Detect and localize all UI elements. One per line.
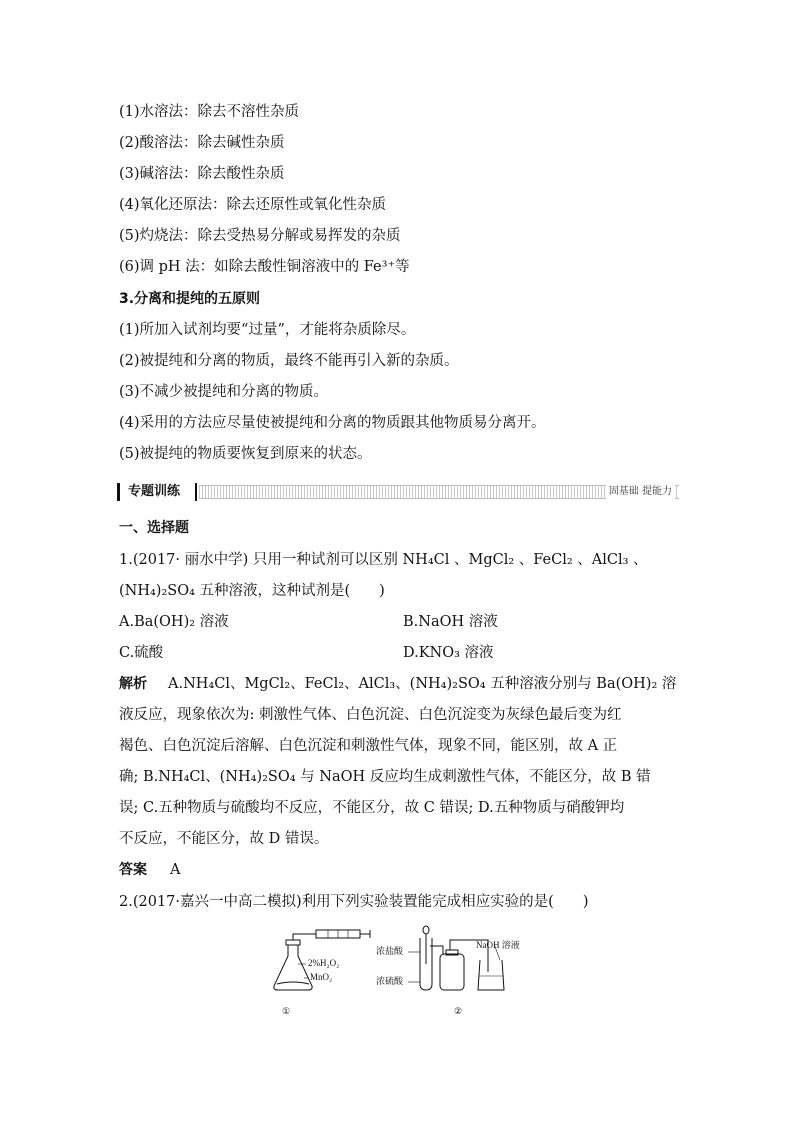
method-4: (4)氧化还原法：除去还原性或氧化性杂质: [119, 197, 387, 213]
analysis-label: 解析: [119, 676, 147, 692]
method-2: (2)酸溶法：除去碱性杂质: [119, 135, 285, 151]
dropper-bulb: [423, 926, 429, 934]
analysis-line-4: 确; B.NH₄Cl、(NH₄)₂SO₄ 与 NaOH 反应均生成刺激性气体，不能区分，故 B 错: [119, 769, 651, 785]
answer-label: 答案: [119, 862, 147, 878]
method-1: (1)水溶法：除去不溶性杂质: [119, 104, 300, 120]
label-num-2: ②: [454, 1006, 463, 1016]
label-mno2: MnO₂: [310, 972, 333, 982]
syringe-plunger: [360, 930, 370, 938]
section-title: 一、选择题: [119, 520, 189, 536]
section-banner: [117, 483, 679, 501]
q1-stem-line-2: (NH₄)₂SO₄ 五种溶液，这种试剂是( ): [119, 583, 385, 599]
beaker: [478, 960, 504, 990]
label-hcl: 浓盐酸: [376, 946, 404, 956]
banner-divider: [195, 483, 197, 501]
analysis-line-3: 褐色、白色沉淀后溶解、白色沉淀和刺激性气体，现象不同，能区别，故 A 正: [119, 738, 618, 754]
analysis-line-5: 误; C.五种物质与硫酸均不反应，不能区分，故 C 错误; D.五种物质与硝酸钾均: [119, 800, 625, 816]
label-naoh: NaOH 溶液: [476, 940, 520, 950]
apparatus-diagram: [268, 924, 538, 1020]
principle-5: (5)被提纯的物质要恢复到原来的状态。: [119, 446, 372, 462]
q2-stem: 2.(2017·嘉兴一中高二模拟)利用下列实验装置能完成相应实验的是( ): [119, 894, 589, 910]
method-6: (6)调 pH 法：如除去酸性铜溶液中的 Fe³⁺等: [119, 259, 410, 275]
gas-bottle: [440, 954, 464, 990]
principles-heading: 3.分离和提纯的五原则: [119, 291, 261, 307]
analysis-line-2: 液反应，现象依次为: 刺激性气体、白色沉淀、白色沉淀变为灰绿色最后变为红: [119, 707, 622, 723]
analysis-line-1: A.NH₄Cl、MgCl₂、FeCl₂、AlCl₃、(NH₄)₂SO₄ 五种溶液分别与 Ba(OH)₂ 溶: [168, 676, 677, 692]
flask-stopper: [286, 940, 300, 945]
principle-1: (1)所加入试剂均要“过量”，才能将杂质除尽。: [119, 322, 416, 338]
apparatus-figure: [268, 924, 538, 1020]
banner-tag: 固基础 提能力: [606, 484, 675, 500]
banner-label: 专题训练: [117, 483, 186, 501]
principle-2: (2)被提纯和分离的物质，最终不能再引入新的杂质。: [119, 353, 459, 369]
answer-value: A: [170, 862, 181, 878]
label-h2so4: 浓硫酸: [376, 976, 404, 986]
q1-option-d: D.KNO₃ 溶液: [403, 645, 494, 661]
q1-option-c: C.硫酸: [119, 645, 164, 661]
syringe-marks: [328, 930, 348, 938]
apparatus-2: [408, 926, 504, 990]
q1-option-b: B.NaOH 溶液: [403, 614, 498, 630]
syringe-tube: [293, 934, 316, 940]
method-5: (5)灼烧法：除去受热易分解或易挥发的杂质: [119, 228, 401, 244]
flask-liquid: [277, 982, 309, 984]
label-h2o2: 2%H₂O₂: [308, 958, 340, 968]
q1-option-a: A.Ba(OH)₂ 溶液: [119, 614, 229, 630]
principle-4: (4)采用的方法应尽量使被提纯和分离的物质跟其他物质易分离开。: [119, 415, 546, 431]
method-3: (3)碱溶法：除去酸性杂质: [119, 166, 285, 182]
principle-3: (3)不减少被提纯和分离的物质。: [119, 384, 329, 400]
label-num-1: ①: [282, 1006, 291, 1016]
q1-stem-line-1: 1.(2017· 丽水中学) 只用一种试剂可以区别 NH₄Cl 、MgCl₂ 、FeCl₂ 、AlCl₃ 、: [119, 552, 648, 568]
analysis-line-6: 不反应，不能区分，故 D 错误。: [119, 831, 329, 847]
